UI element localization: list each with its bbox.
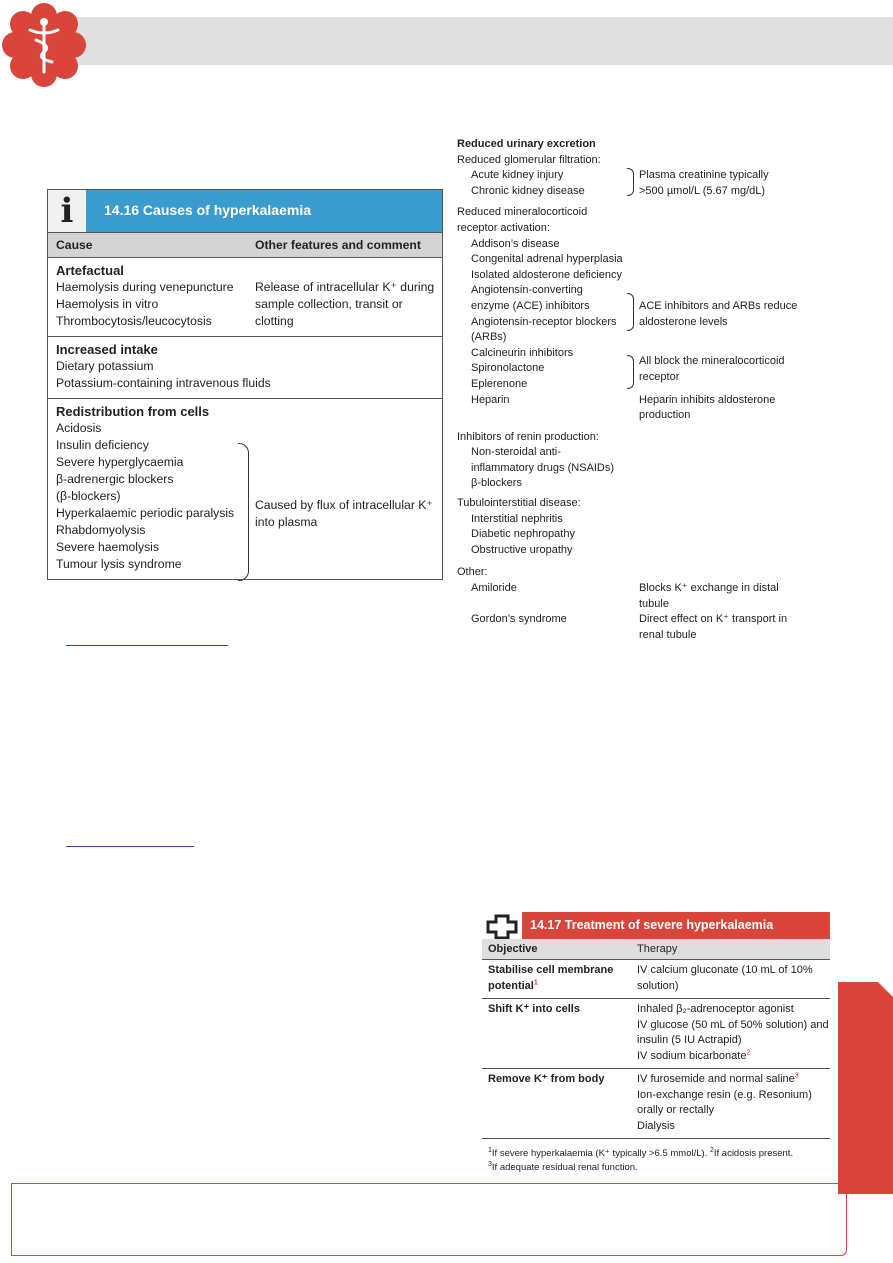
group-label: receptor activation: (457, 221, 550, 234)
list-item: Haemolysis during venepuncture (56, 280, 234, 294)
list-item: Insulin deficiency (56, 438, 149, 452)
treatment-cross-icon (482, 912, 522, 939)
list-heading: Reduced urinary excretion (457, 138, 596, 150)
list-item: Haemolysis in vitro (56, 297, 159, 311)
list-item: Addison’s disease (471, 237, 560, 250)
info-icon: i (48, 190, 86, 232)
section-redistribution (48, 398, 442, 579)
list-item: Acidosis (56, 421, 102, 435)
list-item: Non-steroidal anti- (471, 446, 561, 459)
comment: renal tubule (639, 628, 697, 641)
list-item: Eplerenone (471, 377, 528, 390)
treatment-table-header (482, 939, 830, 960)
comment: Direct effect on K⁺ transport in (639, 613, 788, 626)
bracket (627, 293, 634, 331)
treatment-table (482, 912, 830, 1175)
comment: receptor (639, 370, 680, 383)
section-comment: Release of intracellular K⁺ during sample collection, transit or clotting (255, 280, 435, 328)
bracket (627, 355, 634, 389)
causes-table (47, 189, 443, 580)
list-item: Diabetic nephropathy (471, 528, 575, 541)
list-item: Angiotensin-receptor blockers (471, 315, 617, 328)
list-item: Isolated aldosterone deficiency (471, 268, 623, 281)
section-comment: Caused by flux of intracellular K⁺ into plasma (255, 498, 433, 529)
list-item: Amiloride (471, 582, 517, 595)
col-comment: Other features and comment (255, 238, 421, 252)
group-label: Tubulointerstitial disease: (457, 497, 581, 510)
list-item: Potassium-containing intravenous fluids (56, 376, 271, 390)
list-item: Hyperkalaemic periodic paralysis (56, 506, 235, 520)
list-item: inflammatory drugs (NSAIDs) (471, 461, 615, 474)
list-item: Tumour lysis syndrome (56, 557, 182, 571)
list-item: Spironolactone (471, 362, 545, 375)
therapy-cell: IV calcium gluconate (10 mL of 10% solution) (637, 964, 813, 992)
comment: ACE inhibitors and ARBs reduce (639, 299, 798, 312)
comment: >500 µmol/L (5.67 mg/dL) (639, 184, 766, 197)
list-item: Obstructive uropathy (471, 543, 573, 556)
list-item: Gordon’s syndrome (471, 613, 567, 626)
group-label: Inhibitors of renin production: (457, 430, 599, 443)
group-label: Reduced glomerular filtration: (457, 153, 601, 166)
list-item: Thrombocytosis/leucocytosis (56, 314, 212, 328)
treatment-footnotes: $^1$If severe hyperkalaemia (K⁺ typically >6.5 mmol/L). $^2$If acidosis present. $^3$If adequate residual renal function. (488, 1146, 794, 1173)
link-underline[interactable] (66, 645, 228, 646)
objective-cell: Remove K⁺ from body (488, 1073, 605, 1085)
table-row (482, 999, 830, 1069)
table-row (482, 960, 830, 999)
section-increased-intake (48, 336, 442, 398)
col-cause: Cause (56, 238, 93, 252)
list-item: Acute kidney injury (471, 169, 564, 182)
group-label: Reduced mineralocorticoid (457, 206, 588, 219)
table-row (482, 1069, 830, 1139)
therapy-cell: IV furosemide and normal saline$^3$ Ion-exchange resin (e.g. Resonium) orally or rectally Dialysis (637, 1072, 812, 1132)
list-item: Severe hyperglycaemia (56, 455, 184, 469)
objective-cell: Shift K⁺ into cells (488, 1003, 580, 1015)
list-item: (ARBs) (471, 331, 507, 344)
group-label: Other: (457, 566, 488, 579)
col-objective: Objective (488, 943, 538, 955)
section-title: Increased intake (56, 342, 158, 357)
section-title: Redistribution from cells (56, 404, 210, 419)
comment: Blocks K⁺ exchange in distal (639, 582, 779, 595)
list-item: Angiotensin-converting (471, 284, 583, 297)
comment: production (639, 409, 691, 422)
list-item: Heparin (471, 393, 510, 406)
comment: All block the mineralocorticoid (639, 355, 785, 368)
list-item: β-adrenergic blockers (56, 472, 174, 486)
list-item: Dietary potassium (56, 359, 154, 373)
causes-table-title-bar (48, 190, 442, 232)
col-therapy: Therapy (637, 943, 678, 955)
link-underline[interactable] (66, 846, 194, 847)
section-artefactual (48, 258, 442, 336)
objective-cell: Stabilise cell membrane potential$^1$ (488, 964, 614, 992)
treatment-table-title-bar (482, 912, 830, 939)
list-item: enzyme (ACE) inhibitors (471, 299, 590, 312)
comment: Plasma creatinine typically (639, 169, 769, 182)
list-item: Calcineurin inhibitors (471, 346, 574, 359)
section-title: Artefactual (56, 263, 124, 278)
chapter-side-tab (838, 982, 893, 1194)
comment: aldosterone levels (639, 315, 728, 328)
list-item: Severe haemolysis (56, 540, 159, 554)
causes-table-header (48, 232, 442, 258)
comment: tubule (639, 597, 669, 610)
reduced-excretion-list (457, 137, 877, 643)
list-item: Chronic kidney disease (471, 184, 585, 197)
bracket (627, 168, 634, 196)
list-item: β-blockers (471, 477, 522, 490)
treatment-table-title: 14.17 Treatment of severe hyperkalaemia (530, 918, 774, 932)
therapy-cell: Inhaled β₂-adrenoceptor agonist IV glucose (50 mL of 50% solution) and insulin (5 IU Actrapid) IV sodium bicarbonate$^2$ (637, 1003, 829, 1062)
header-bar (44, 17, 893, 65)
causes-table-title: 14.16 Causes of hyperkalaemia (104, 202, 312, 218)
comment: Heparin inhibits aldosterone (639, 393, 776, 406)
caduceus-logo-icon (0, 0, 88, 90)
list-item: Interstitial nephritis (471, 512, 563, 525)
bracket (238, 443, 249, 581)
list-item: (β-blockers) (56, 489, 121, 503)
list-item: Congenital adrenal hyperplasia (471, 253, 623, 266)
bottom-note-box (11, 1183, 847, 1256)
list-item: Rhabdomyolysis (56, 523, 146, 537)
